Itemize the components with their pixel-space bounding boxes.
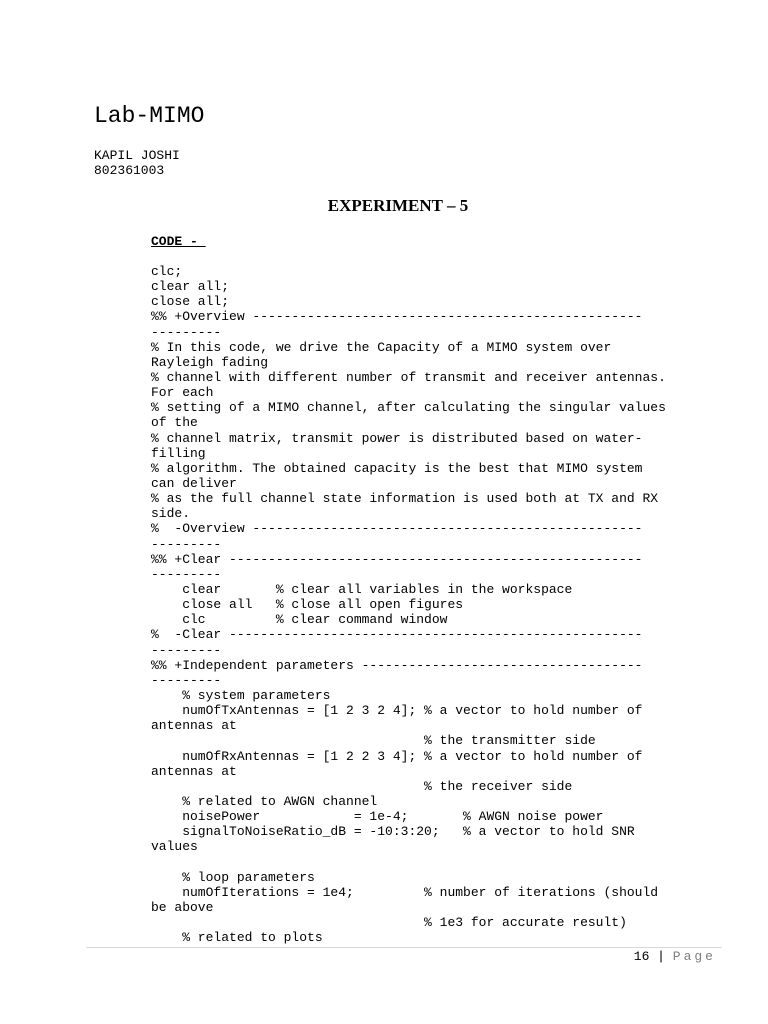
page-number: 16 [633,949,650,964]
code-line: --------- [151,672,222,688]
code-label: CODE - [151,234,206,249]
footer-separator: | [649,949,673,964]
code-line: filling [151,445,206,461]
roll-number: 802361003 [94,163,165,178]
code-line: % system parameters [151,687,331,703]
code-line [151,854,751,869]
code-line: % as the full channel state information is used both at TX and RX [151,491,659,507]
code-line: % -Overview -------------------------------------------------- [151,521,643,537]
code-line: % channel matrix, transmit power is distributed based on water- [151,430,643,446]
document-title: Lab-MIMO [94,103,205,129]
author-name: KAPIL JOSHI [94,148,180,163]
code-line: % algorithm. The obtained capacity is the best that MIMO system [151,460,643,476]
code-line: side. [151,506,191,522]
code-line: % the transmitter side [151,733,596,749]
code-line: close all % close all open figures [151,597,464,613]
code-line: % setting of a MIMO channel, after calculating the singular values [151,400,666,416]
code-line: numOfIterations = 1e4; % number of iterations (should [151,884,659,900]
code-line: Rayleigh fading [151,354,269,370]
code-line: clear % clear all variables in the workspace [151,581,573,597]
code-line: clc; [151,264,183,279]
code-line: numOfRxAntennas = [1 2 2 3 4]; % a vector to hold number of [151,748,643,764]
code-line: % the receiver side [151,778,573,794]
page-label: Page [672,949,716,964]
code-line: For each [151,385,214,401]
code-line: antennas at [151,718,237,734]
code-line: close all; [151,294,230,310]
code-line: of the [151,415,198,431]
page-footer [634,949,716,964]
code-line: % related to plots [151,930,323,946]
code-line: antennas at [151,763,237,779]
code-line: --------- [151,324,222,340]
code-line: clc % clear command window [151,612,448,628]
footer-divider [86,947,722,948]
code-line: %% +Clear ----------------------------------------------------- [151,551,643,567]
code-line: be above [151,899,214,915]
code-line: % channel with different number of transmit and receiver antennas. [151,369,666,385]
code-line: % In this code, we drive the Capacity of a MIMO system over [151,339,612,355]
experiment-heading: EXPERIMENT – 5 [327,196,469,215]
code-line: numOfTxAntennas = [1 2 3 2 4]; % a vector to hold number of [151,703,643,719]
code-line: --------- [151,536,222,552]
code-line: --------- [151,642,222,658]
code-line: % 1e3 for accurate result) [151,915,627,931]
code-line: %% +Overview -------------------------------------------------- [151,309,643,325]
code-block [151,264,751,945]
author-block [94,148,180,178]
code-line: can deliver [151,475,237,491]
code-line: noisePower = 1e-4; % AWGN noise power [151,809,604,825]
code-line: % related to AWGN channel [151,793,378,809]
code-line: %% +Independent parameters ------------------------------------ [151,657,643,673]
code-line: % -Clear ----------------------------------------------------- [151,627,643,643]
code-line: values [151,839,198,855]
code-line: --------- [151,566,222,582]
code-line: % loop parameters [151,869,315,885]
code-line: clear all; [151,279,230,295]
code-line: signalToNoiseRatio_dB = -10:3:20; % a vector to hold SNR [151,824,635,840]
